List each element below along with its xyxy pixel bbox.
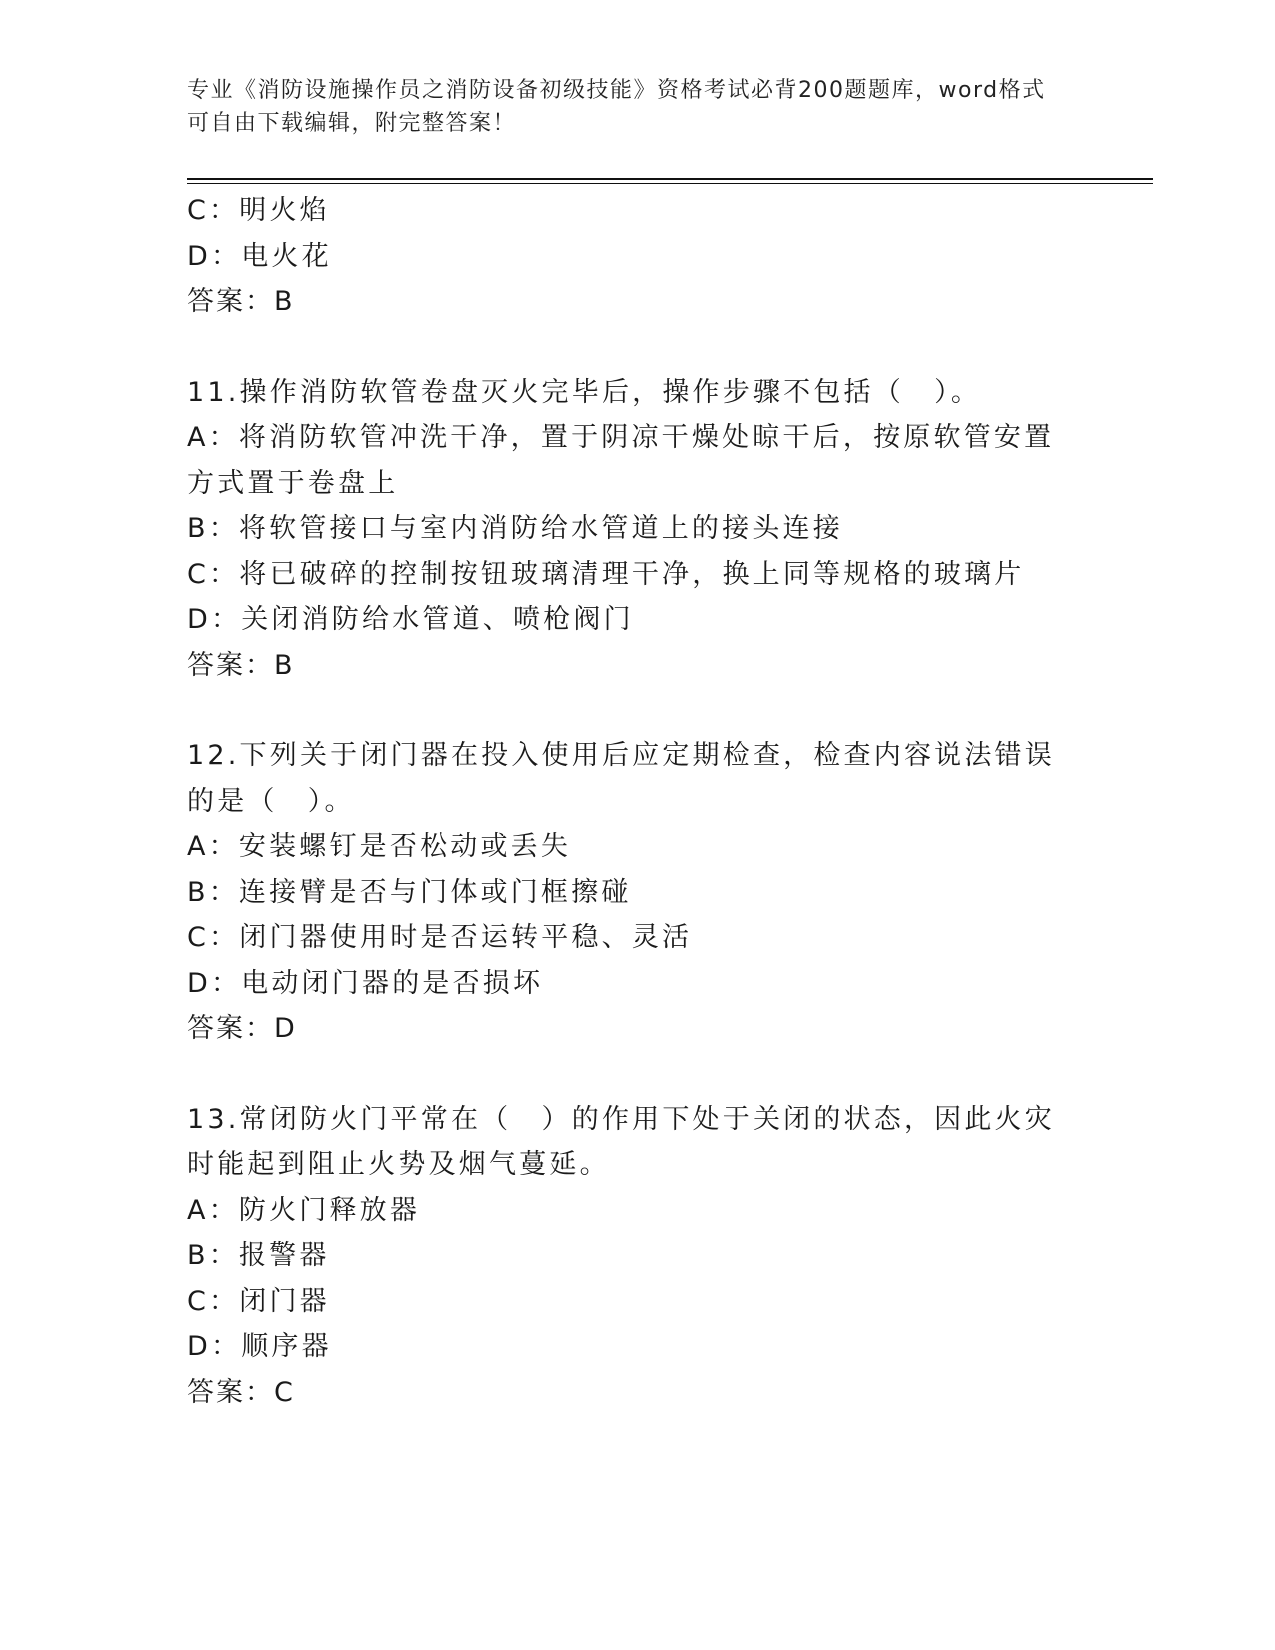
answer-line: 答案：B xyxy=(187,649,295,681)
spacer xyxy=(187,1052,1067,1097)
option-c: C：闭门器使用时是否运转平稳、灵活 xyxy=(187,922,693,953)
option-b: B：报警器 xyxy=(187,1240,330,1271)
option-d: D：顺序器 xyxy=(187,1331,332,1362)
option-d: D：电动闭门器的是否损坏 xyxy=(187,967,544,999)
question-12 xyxy=(187,733,1067,1052)
option-a: A：安装螺钉是否松动或丢失 xyxy=(187,831,572,862)
answer-line: 答案：C xyxy=(187,1376,295,1408)
question-stem: 13.常闭防火门平常在（ ）的作用下处于关闭的状态，因此火灾时能起到阻止火势及烟气蔓延。 xyxy=(187,1103,1055,1180)
option-d: D：关闭消防给水管道、喷枪阀门 xyxy=(187,604,634,635)
option-c: C：闭门器 xyxy=(187,1285,330,1317)
option-b: B：将软管接口与室内消防给水管道上的接头连接 xyxy=(187,513,843,544)
option-a: A：防火门释放器 xyxy=(187,1194,421,1226)
page-header: 专业《消防设施操作员之消防设备初级技能》资格考试必背200题题库，word格式可自由下载编辑，附完整答案！ xyxy=(187,78,1046,136)
option-a: A：将消防软管冲洗干净，置于阴凉干燥处晾干后，按原软管安置方式置于卷盘上 xyxy=(187,422,1055,499)
spacer xyxy=(187,325,1067,370)
question-10-tail xyxy=(187,188,1067,325)
spacer xyxy=(187,688,1067,733)
option-d: D：电火花 xyxy=(187,240,332,272)
header-divider-thick xyxy=(187,178,1153,180)
question-content xyxy=(187,188,1067,1415)
question-stem: 12.下列关于闭门器在投入使用后应定期检查，检查内容说法错误的是（ ）。 xyxy=(187,740,1055,817)
option-b: B：连接臂是否与门体或门框擦碰 xyxy=(187,876,632,908)
option-c: C：将已破碎的控制按钮玻璃清理干净，换上同等规格的玻璃片 xyxy=(187,558,1025,590)
header-divider-thin xyxy=(187,183,1153,184)
question-stem: 11.操作消防软管卷盘灭火完毕后，操作步骤不包括（ ）。 xyxy=(187,376,982,408)
option-c: C：明火焰 xyxy=(187,195,330,226)
question-13 xyxy=(187,1097,1067,1416)
question-11 xyxy=(187,370,1067,689)
answer-line: 答案：D xyxy=(187,1013,297,1044)
answer-line: 答案：B xyxy=(187,286,295,317)
